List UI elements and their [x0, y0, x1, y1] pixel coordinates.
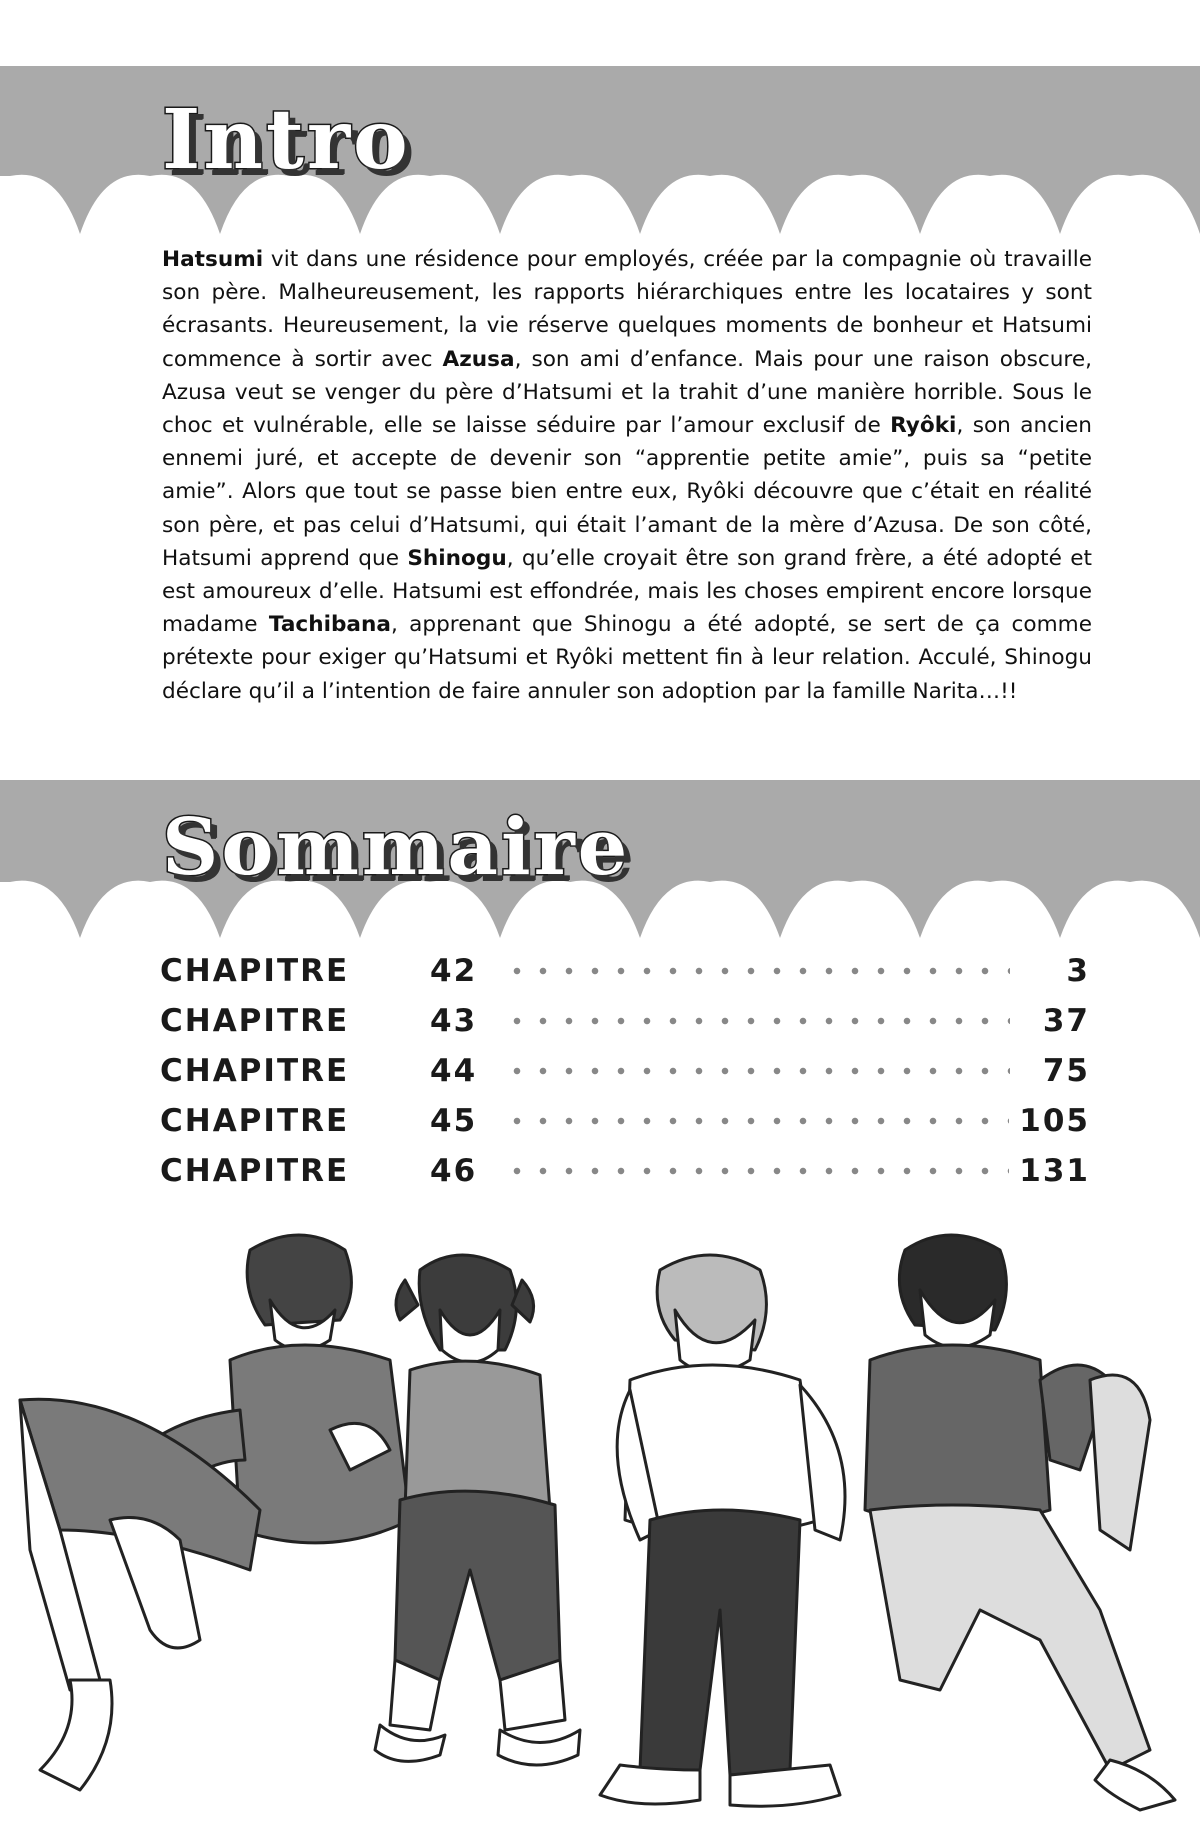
chapter-label: CHAPITRE: [160, 953, 350, 989]
character-name: Ryôki: [890, 413, 957, 439]
character-ryoki: [20, 1235, 410, 1790]
intro-heading: Intro: [162, 92, 411, 188]
chapter-number: 43: [430, 1003, 478, 1039]
chapter-number: 46: [430, 1153, 478, 1189]
intro-paragraph: [162, 243, 1092, 708]
dot-leader: [500, 1117, 1009, 1125]
chapter-number: 44: [430, 1053, 478, 1089]
character-shinogu: [865, 1235, 1175, 1810]
intro-text-run: , apprenant que Shinogu a été adopté, se sert de ça comme prétexte pour exiger qu’Hatsumi et Ryôki mettent fin à leur relation. Acculé, Shinogu déclare qu’il a l’intention de faire annuler son adoption par la famille Narita…!!: [162, 612, 1092, 704]
character-azusa: [600, 1255, 845, 1806]
chapter-label: CHAPITRE: [160, 1153, 350, 1189]
toc-entry: [160, 1046, 1090, 1096]
chapter-label: CHAPITRE: [160, 1003, 350, 1039]
chapter-label: CHAPITRE: [160, 1053, 350, 1089]
chapter-label: CHAPITRE: [160, 1103, 350, 1139]
dot-leader: [500, 1067, 1010, 1075]
toc-entry: [160, 1096, 1090, 1146]
intro-text-run: vit dans une résidence pour employés, créée par la compagnie où travaille son père. Malheureusement, les rapports hiérarchiques entre les locataires y sont écrasants. Heureusement, la vie réserve quelques moments de bonheur et Hatsumi commence à sortir avec: [162, 247, 1092, 372]
table-of-contents: [160, 946, 1090, 1196]
manga-characters-illustration: [0, 1210, 1200, 1826]
chapter-page: 105: [1019, 1103, 1090, 1139]
dot-leader: [500, 1017, 1010, 1025]
toc-entry: [160, 946, 1090, 996]
chapter-number: 45: [430, 1103, 478, 1139]
chapter-page: 37: [1042, 1003, 1090, 1039]
sommaire-heading: Sommaire: [162, 802, 631, 893]
toc-entry: [160, 1146, 1090, 1196]
character-name: Hatsumi: [162, 247, 264, 272]
character-name: Tachibana: [268, 612, 391, 638]
intro-text-run: , son ancien ennemi juré, et accepte de devenir son “apprentie petite amie”, puis sa “petite amie”. Alors que tout se passe bien entre eux, Ryôki découvre que c’était en réalité son père, et pas celui d’Hatsumi, qui était l’amant de la mère d’Azusa. De son côté, Hatsumi apprend que: [162, 413, 1092, 571]
character-name: Azusa: [442, 346, 515, 372]
chapter-page: 131: [1019, 1153, 1090, 1189]
chapter-page: 75: [1042, 1053, 1090, 1089]
character-name: Shinogu: [407, 545, 507, 571]
intro-banner: [0, 66, 1200, 236]
chapter-number: 42: [430, 953, 478, 989]
intro-text-run: , son ami d’enfance. Mais pour une raison obscure, Azusa veut se venger du père d’Hatsumi et la trahit d’une manière horrible. Sous le choc et vulnérable, elle se laisse séduire par l’amour exclusif de: [162, 346, 1092, 439]
chapter-page: 3: [1066, 953, 1090, 989]
toc-entry: [160, 996, 1090, 1046]
intro-text-run: , qu’elle croyait être son grand frère, a été adopté et est amoureux d’elle. Hatsumi est effondrée, mais les choses empirent encore lorsque madame: [162, 545, 1092, 638]
dot-leader: [500, 967, 1010, 975]
character-hatsumi: [375, 1255, 580, 1765]
sommaire-banner: [0, 780, 1200, 940]
dot-leader: [500, 1167, 1009, 1175]
